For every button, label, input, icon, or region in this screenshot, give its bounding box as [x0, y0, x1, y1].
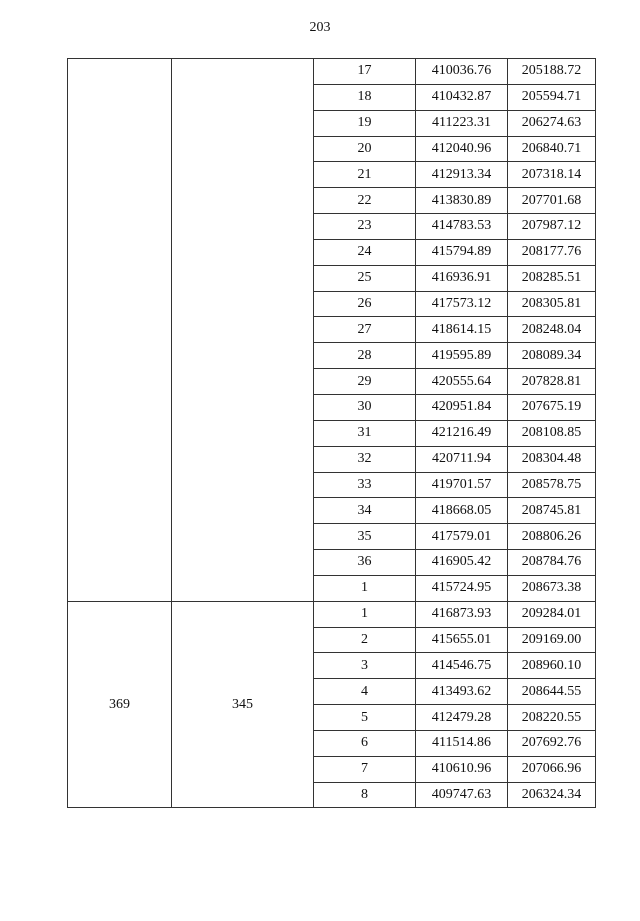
point-number-cell: 18 [314, 84, 416, 110]
point-number-cell: 28 [314, 343, 416, 369]
y-coordinate-cell: 208108.85 [508, 420, 596, 446]
point-number-cell: 33 [314, 472, 416, 498]
point-number-cell: 31 [314, 420, 416, 446]
point-number-cell: 24 [314, 239, 416, 265]
group-id-cell: 369 [68, 601, 172, 808]
point-number-cell: 21 [314, 162, 416, 188]
page-number: 203 [309, 20, 331, 35]
x-coordinate-cell: 410610.96 [416, 756, 508, 782]
point-number-cell: 6 [314, 730, 416, 756]
point-number-cell: 25 [314, 265, 416, 291]
point-number-cell: 7 [314, 756, 416, 782]
coordinates-table [67, 58, 596, 808]
y-coordinate-cell: 208248.04 [508, 317, 596, 343]
point-number-cell: 1 [314, 575, 416, 601]
x-coordinate-cell: 419701.57 [416, 472, 508, 498]
y-coordinate-cell: 208304.48 [508, 446, 596, 472]
y-coordinate-cell: 207675.19 [508, 394, 596, 420]
x-coordinate-cell: 413830.89 [416, 188, 508, 214]
table-row [68, 601, 596, 627]
group-id-cell [68, 59, 172, 602]
y-coordinate-cell: 207692.76 [508, 730, 596, 756]
point-number-cell: 30 [314, 394, 416, 420]
x-coordinate-cell: 412913.34 [416, 162, 508, 188]
point-number-cell: 35 [314, 524, 416, 550]
x-coordinate-cell: 415794.89 [416, 239, 508, 265]
x-coordinate-cell: 410432.87 [416, 84, 508, 110]
y-coordinate-cell: 208644.55 [508, 679, 596, 705]
point-number-cell: 3 [314, 653, 416, 679]
x-coordinate-cell: 420555.64 [416, 369, 508, 395]
x-coordinate-cell: 415724.95 [416, 575, 508, 601]
y-coordinate-cell: 208177.76 [508, 239, 596, 265]
group-number-cell: 345 [172, 601, 314, 808]
y-coordinate-cell: 209169.00 [508, 627, 596, 653]
x-coordinate-cell: 416905.42 [416, 550, 508, 576]
point-number-cell: 32 [314, 446, 416, 472]
y-coordinate-cell: 208089.34 [508, 343, 596, 369]
point-number-cell: 26 [314, 291, 416, 317]
point-number-cell: 17 [314, 59, 416, 85]
point-number-cell: 34 [314, 498, 416, 524]
x-coordinate-cell: 409747.63 [416, 782, 508, 808]
x-coordinate-cell: 416873.93 [416, 601, 508, 627]
point-number-cell: 2 [314, 627, 416, 653]
point-number-cell: 36 [314, 550, 416, 576]
y-coordinate-cell: 207987.12 [508, 214, 596, 240]
x-coordinate-cell: 420951.84 [416, 394, 508, 420]
x-coordinate-cell: 421216.49 [416, 420, 508, 446]
y-coordinate-cell: 207828.81 [508, 369, 596, 395]
y-coordinate-cell: 208960.10 [508, 653, 596, 679]
y-coordinate-cell: 209284.01 [508, 601, 596, 627]
y-coordinate-cell: 208305.81 [508, 291, 596, 317]
point-number-cell: 22 [314, 188, 416, 214]
x-coordinate-cell: 413493.62 [416, 679, 508, 705]
point-number-cell: 19 [314, 110, 416, 136]
x-coordinate-cell: 414783.53 [416, 214, 508, 240]
x-coordinate-cell: 418668.05 [416, 498, 508, 524]
x-coordinate-cell: 420711.94 [416, 446, 508, 472]
point-number-cell: 1 [314, 601, 416, 627]
x-coordinate-cell: 411514.86 [416, 730, 508, 756]
x-coordinate-cell: 410036.76 [416, 59, 508, 85]
x-coordinate-cell: 415655.01 [416, 627, 508, 653]
y-coordinate-cell: 206274.63 [508, 110, 596, 136]
x-coordinate-cell: 412040.96 [416, 136, 508, 162]
y-coordinate-cell: 208745.81 [508, 498, 596, 524]
x-coordinate-cell: 416936.91 [416, 265, 508, 291]
x-coordinate-cell: 417579.01 [416, 524, 508, 550]
y-coordinate-cell: 208220.55 [508, 705, 596, 731]
y-coordinate-cell: 205594.71 [508, 84, 596, 110]
coordinates-table-body [68, 59, 596, 808]
y-coordinate-cell: 206324.34 [508, 782, 596, 808]
y-coordinate-cell: 205188.72 [508, 59, 596, 85]
y-coordinate-cell: 207066.96 [508, 756, 596, 782]
point-number-cell: 5 [314, 705, 416, 731]
y-coordinate-cell: 206840.71 [508, 136, 596, 162]
table-row [68, 59, 596, 85]
x-coordinate-cell: 411223.31 [416, 110, 508, 136]
y-coordinate-cell: 208673.38 [508, 575, 596, 601]
x-coordinate-cell: 418614.15 [416, 317, 508, 343]
y-coordinate-cell: 208806.26 [508, 524, 596, 550]
y-coordinate-cell: 208784.76 [508, 550, 596, 576]
point-number-cell: 29 [314, 369, 416, 395]
x-coordinate-cell: 414546.75 [416, 653, 508, 679]
point-number-cell: 27 [314, 317, 416, 343]
y-coordinate-cell: 207701.68 [508, 188, 596, 214]
x-coordinate-cell: 419595.89 [416, 343, 508, 369]
point-number-cell: 8 [314, 782, 416, 808]
x-coordinate-cell: 412479.28 [416, 705, 508, 731]
group-number-cell [172, 59, 314, 602]
y-coordinate-cell: 207318.14 [508, 162, 596, 188]
point-number-cell: 20 [314, 136, 416, 162]
y-coordinate-cell: 208285.51 [508, 265, 596, 291]
point-number-cell: 4 [314, 679, 416, 705]
point-number-cell: 23 [314, 214, 416, 240]
x-coordinate-cell: 417573.12 [416, 291, 508, 317]
y-coordinate-cell: 208578.75 [508, 472, 596, 498]
